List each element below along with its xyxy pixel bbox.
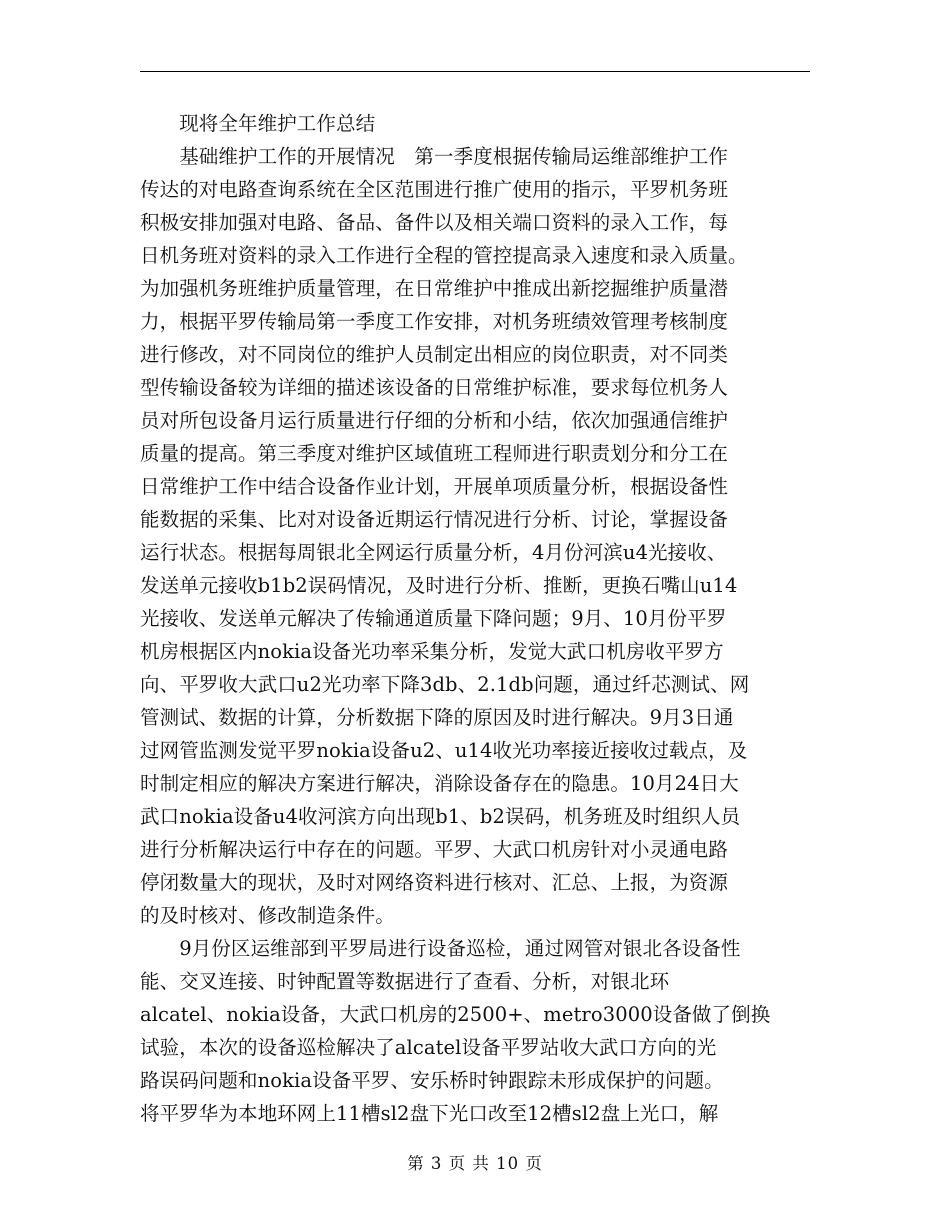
text-line: 能、交叉连接、时钟配置等数据进行了查看、分析，对银北环 [140, 970, 670, 993]
text-line: 光接收、发送单元解决了传输通道质量下降问题；9月、10月份平罗 [140, 607, 727, 630]
text-line: 现将全年维护工作总结 [140, 112, 376, 135]
text-line: 型传输设备较为详细的描述该设备的日常维护标准，要求每位机务人 [140, 376, 729, 399]
text-line: 试验，本次的设备巡检解决了alcatel设备平罗站收大武口方向的光 [140, 1036, 717, 1059]
text-line: 为加强机务班维护质量管理，在日常维护中推成出新挖掘维护质量潜 [140, 277, 729, 300]
text-line: 机房根据区内nokia设备光功率采集分析，发觉大武口机房收平罗方 [140, 640, 724, 663]
text-line: 力，根据平罗传输局第一季度工作安排，对机务班绩效管理考核制度 [140, 310, 729, 333]
text-line: 路误码问题和nokia设备平罗、安乐桥时钟跟踪未形成保护的问题。 [140, 1069, 724, 1092]
text-line: 传达的对电路查询系统在全区范围进行推广使用的指示，平罗机务班 [140, 178, 729, 201]
text-line: 进行修改，对不同岗位的维护人员制定出相应的岗位职责，对不同类 [140, 343, 729, 366]
document-body [140, 107, 810, 1130]
text-line: 日机务班对资料的录入工作进行全程的管控提高录入速度和录入质量。 [140, 244, 748, 267]
text-line: 日常维护工作中结合设备作业计划，开展单项质量分析，根据设备性 [140, 475, 729, 498]
text-line: 时制定相应的解决方案进行解决，消除设备存在的隐患。10月24日大 [140, 772, 739, 795]
text-line: 9月份区运维部到平罗局进行设备巡检，通过网管对银北各设备性 [140, 937, 741, 960]
page-number: 第 3 页 共 10 页 [407, 1154, 543, 1173]
text-line: 能数据的采集、比对对设备近期运行情况进行分析、讨论，掌握设备 [140, 508, 729, 531]
text-line: 进行分析解决运行中存在的问题。平罗、大武口机房针对小灵通电路 [140, 838, 729, 861]
text-line: 的及时核对、修改制造条件。 [140, 904, 395, 927]
text-line: alcatel、nokia设备，大武口机房的2500+、metro3000设备做了倒换 [140, 1003, 771, 1026]
text-line: 管测试、数据的计算，分析数据下降的原因及时进行解决。9月3日通 [140, 706, 734, 729]
text-line: 积极安排加强对电路、备品、备件以及相关端口资料的录入工作，每 [140, 211, 729, 234]
text-line: 基础维护工作的开展情况 第一季度根据传输局运维部维护工作 [140, 145, 729, 168]
text-line: 运行状态。根据每周银北全网运行质量分析，4月份河滨u4光接收、 [140, 541, 727, 564]
text-line: 过网管监测发觉平罗nokia设备u2、u14收光功率接近接收过载点，及 [140, 739, 748, 762]
text-line: 发送单元接收b1b2误码情况，及时进行分析、推断，更换石嘴山u14 [140, 574, 738, 597]
header-rule [140, 71, 810, 72]
text-line: 员对所包设备月运行质量进行仔细的分析和小结，依次加强通信维护 [140, 409, 729, 432]
text-line: 向、平罗收大武口u2光功率下降3db、2.1db问题，通过纤芯测试、网 [140, 673, 750, 696]
text-line: 将平罗华为本地环网上11槽sl2盘下光口改至12槽sl2盘上光口，解 [140, 1102, 719, 1125]
text-line: 质量的提高。第三季度对维护区域值班工程师进行职责划分和分工在 [140, 442, 729, 465]
text-line: 停闭数量大的现状，及时对网络资料进行核对、汇总、上报，为资源 [140, 871, 729, 894]
text-line: 武口nokia设备u4收河滨方向出现b1、b2误码，机务班及时组织人员 [140, 805, 741, 828]
